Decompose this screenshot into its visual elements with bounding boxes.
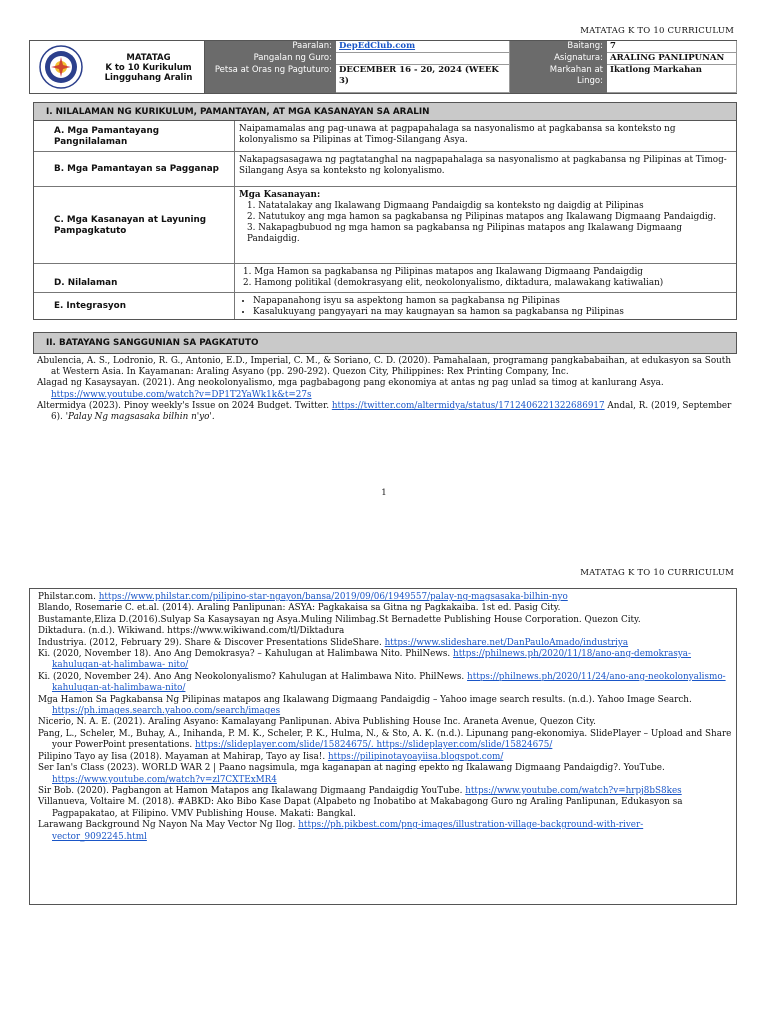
paaralan-link[interactable]: DepEdClub.com — [339, 41, 416, 51]
asignatura-label: Asignatura: — [510, 53, 607, 65]
petsa-label: Petsa at Oras ng Pagtuturo: — [205, 65, 336, 93]
reference-entry — [34, 763, 732, 786]
reference-entry — [34, 729, 732, 752]
markahan-label-line-1: Markahan at — [549, 65, 603, 75]
reference-text: Abulencia, A. S., Lodronio, R. G., Antonio, E.D., Imperial, C. M., & Soriano, C. D. (2020). Pamahalaan, programang pangkababaihan, at edukasyon sa South at Western Asia. In Kayamanan: Araling Asyano (pp. 290-292). Quezon City, Philippines: Rex Printing Company, Inc. — [37, 356, 731, 378]
reference-text: Alagad ng Kasaysayan. (2021). Ang neokolonyalismo, mga pagbabagong pang ekonomiya at antas ng pag unlad sa timog at kanlurang Asya. — [37, 378, 664, 389]
section-1-heading: I. NILALAMAN NG KURIKULUM, PAMANTAYAN, AT MGA KASANAYAN SA ARALIN — [34, 103, 736, 121]
reference-link[interactable]: https://www.slideshare.net/DanPauloAmado/industriya — [384, 637, 629, 648]
reference-text: Industriya. (2012, February 29). Share & Discover Presentations SlideShare. — [38, 637, 385, 648]
header-table — [29, 40, 737, 94]
reference-link[interactable]: https://philnews.ph/2020/11/24/ano-ang-neokolonyalismo-kahulugan-at-halimbawa-nito/ — [52, 671, 726, 694]
curriculum-label: MATATAG K TO 10 CURRICULUM — [580, 26, 734, 36]
baitang-value: 7 — [607, 41, 737, 53]
deped-seal-icon — [30, 41, 93, 93]
reference-text: Philstar.com. — [38, 592, 99, 602]
nilalaman-item: 2. Hamong politikal (demokrasyang elit, neokolonyalismo, diktadura, malawakang katiwalian) — [243, 278, 664, 288]
row-e — [34, 293, 736, 319]
reference-link[interactable]: https://www.youtube.com/watch?v=zl7CXTExMR4 — [52, 774, 277, 785]
lesson-plan-title — [93, 41, 205, 93]
integrasyon-item: • Kasalukuyang pangyayari na may kaugnayan sa hamon sa pagkabansa ng Pilipinas — [253, 307, 732, 318]
row-e-body — [235, 293, 736, 319]
reference-entry — [34, 695, 732, 718]
row-a-label: A. Mga Pamantayang Pangnilalaman — [34, 121, 235, 151]
reference-entry — [33, 356, 737, 378]
reference-link[interactable]: https://www.youtube.com/watch?v=DP1T2YaWk1k&t=27s — [51, 389, 312, 400]
reference-link[interactable]: https://twitter.com/altermidya/status/1712406221322686917 — [331, 400, 605, 411]
section-2 — [33, 332, 737, 354]
reference-text: Ser Ian's Class (2023). WORLD WAR 2 | Paano nagsimula, mga kaganapan at naging epekto ng Ikalawang Digmaang Pandaigdig?. YouTube. — [38, 763, 665, 774]
title-line-2: K to 10 Kurikulum — [105, 63, 192, 73]
paaralan-value[interactable] — [336, 41, 510, 53]
reference-text: Diktadura. (n.d.). Wikiwand. https://www.wikiwand.com/tl/Diktadura — [38, 626, 345, 637]
reference-link[interactable]: https://www.youtube.com/watch?v=hrpj8bS8kes — [465, 785, 682, 796]
kasanayan-item: 3. Nakapagbubuod ng mga hamon sa pagkabansa ng Pilipinas matapos ang Ikalawang Digmaang Pandaigdig. — [247, 223, 683, 244]
reference-text: Pang, L., Scheler, M., Buhay, A., Inihanda, P. M. K., Scheler, P. K., Hulma, N., & Sto, A. K. (n.d.). Lipunang pang-ekonomiya. SlidePlayer – Upload and Share your PowerPoint presentations. — [38, 728, 732, 751]
title-line-1: MATATAG — [126, 53, 171, 63]
reference-entry — [34, 797, 732, 820]
reference-entry — [33, 401, 737, 423]
section-2-heading: II. BATAYANG SANGGUNIAN SA PAGKATUTO — [34, 333, 736, 353]
reference-tail: Andal, R. (2019, September 6). — [51, 400, 732, 423]
guro-label: Pangalan ng Guro: — [205, 53, 336, 65]
row-d — [34, 264, 736, 293]
reference-text: Blando, Rosemarie C. et.al. (2014). Araling Panlipunan: ASYA: Pagkakaisa sa Gitna ng Pagkakaiba. 1st ed. Pasig City. — [38, 603, 561, 614]
reference-text: Sir Bob. (2020). Pagbangon at Hamon Matapos ang Ikalawang Digmaang Pandaigdig YouTube. — [38, 785, 466, 796]
reference-entry — [34, 626, 732, 637]
row-c-body — [235, 187, 736, 263]
row-a — [34, 121, 736, 152]
kasanayan-title: Mga Kasanayan: — [239, 190, 321, 200]
reference-text: Altermidya (2023). Pinoy weekly's Issue on 2024 Budget. Twitter. — [37, 400, 332, 411]
petsa-value: DECEMBER 16 - 20, 2024 (WEEK 3) — [336, 65, 510, 93]
reference-entry — [34, 638, 732, 649]
asignatura-value: ARALING PANLIPUNAN — [607, 53, 737, 65]
reference-entry — [34, 786, 732, 797]
row-b — [34, 152, 736, 187]
reference-text: Larawang Background Ng Nayon Na May Vector Ng Ilog. — [38, 820, 299, 831]
reference-text: Villanueva, Voltaire M. (2018). #ABKD: Ako Bibo Kase Dapat (Alpabeto ng Inobatibo at Makabagong Guro ng Araling Panlipunan, Edukasyon sa Pagpapakatao, at Filipino. VMV Publishing House. Makati: Bangkal. — [38, 797, 683, 819]
reference-entry — [34, 820, 732, 843]
row-e-label: E. Integrasyon — [34, 293, 235, 319]
markahan-label — [510, 65, 607, 93]
reference-entry — [33, 378, 737, 400]
markahan-label-line-2: Lingo: — [577, 76, 603, 86]
reference-text: Pilipino Tayo ay Iisa (2018). Mayaman at Mahirap, Tayo ay Iisa!. — [38, 751, 328, 762]
kasanayan-item: 1. Natatalakay ang Ikalawang Digmaang Pandaigdig sa konteksto ng daigdig at Pilipinas — [247, 201, 644, 211]
integrasyon-item: • Napapanahong isyu sa aspektong hamon sa pagkabansa ng Pilipinas — [253, 296, 732, 307]
references-page-1 — [33, 356, 737, 423]
markahan-value: Ikatlong Markahan — [607, 65, 737, 93]
row-b-body: Nakapagsasagawa ng pagtatanghal na nagpapahalaga sa nasyonalismo at pagkabansa ng Pilipinas at Timog-Silangang Asya sa konteksto ng kolonyalismo. — [239, 155, 727, 176]
row-c — [34, 187, 736, 264]
reference-title: 'Palay Ng magsasaka bilhin n'yo'. — [65, 412, 215, 423]
references-page-2 — [29, 588, 737, 905]
reference-entry — [34, 672, 732, 695]
reference-link[interactable]: https://ph.pikbest.com/png-images/illustration-village-background-with-river-vector_9092245.html — [52, 820, 644, 842]
guro-value — [336, 53, 510, 65]
reference-entry — [34, 615, 732, 626]
reference-text: Nicerio, N. A. E. (2021). Araling Asyano: Kamalayang Panlipunan. Abiva Publishing House Inc. Araneta Avenue, Quezon City. — [38, 717, 596, 728]
page-number: 1 — [381, 488, 387, 498]
reference-text: Ki. (2020, November 18). Ano Ang Demokrasya? – Kahulugan at Halimbawa Nito. PhilNews. — [38, 649, 454, 660]
row-b-label: B. Mga Pamantayan sa Pagganap — [34, 152, 235, 186]
reference-link[interactable]: https://www.philstar.com/pilipino-star-ngayon/bansa/2019/09/06/1949557/palay-ng-magsasaka-bilhin-nyo — [98, 592, 568, 602]
reference-link[interactable]: https://pilipinotayoayiisa.blogspot.com/ — [327, 751, 504, 762]
curriculum-label: MATATAG K TO 10 CURRICULUM — [580, 568, 734, 578]
nilalaman-item: 1. Mga Hamon sa pagkabansa ng Pilipinas matapos ang Ikalawang Digmaang Pandaigdig — [243, 267, 643, 277]
section-1 — [33, 102, 737, 320]
reference-entry — [34, 649, 732, 672]
reference-link[interactable]: https://ph.images.search.yahoo.com/search/images — [52, 706, 281, 717]
reference-link[interactable]: https://philnews.ph/2020/11/18/ano-ang-demokrasya-kahulugan-at-halimbawa- nito/ — [52, 649, 692, 671]
row-d-label: D. Nilalaman — [34, 264, 235, 292]
title-line-3: Lingguhang Aralin — [104, 73, 193, 83]
baitang-label: Baitang: — [510, 41, 607, 53]
row-c-label: C. Mga Kasanayan at Layuning Pampagkatuto — [34, 187, 235, 263]
reference-text: Bustamante,Eliza D.(2016).Sulyap Sa Kasaysayan ng Asya.Muling Nilimbag.St Bernadette Publishing House Corporation. Quezon City. — [38, 614, 641, 625]
reference-entry — [34, 717, 732, 728]
kasanayan-item: 2. Natutukoy ang mga hamon sa pagkabansa ng Pilipinas matapos ang Ikalawang Digmaang Pandaigdig. — [247, 212, 717, 222]
reference-entry — [34, 592, 732, 603]
row-a-body: Naipamamalas ang pag-unawa at pagpapahalaga sa nasyonalismo at pagkabansa sa konteksto ng kolonyalismo sa Pilipinas at Timog-Silangang Asya. — [239, 124, 676, 145]
reference-entry — [34, 603, 732, 614]
header-grid — [205, 41, 737, 93]
paaralan-label: Paaralan: — [205, 41, 336, 53]
reference-text: Ki. (2020, November 24). Ano Ang Neokolonyalismo? Kahulugan at Halimbawa Nito. PhilNews. — [38, 671, 468, 682]
reference-link[interactable]: https://slideplayer.com/slide/15824675/. https://slideplayer.com/slide/15824675/ — [195, 740, 553, 751]
reference-entry — [34, 752, 732, 763]
row-d-body — [235, 264, 736, 292]
reference-text: Mga Hamon Sa Pagkabansa Ng Pilipinas matapos ang Ikalawang Digmaang Pandaigdig – Yahoo image search results. (n.d.). Yahoo Image Search. — [38, 694, 692, 705]
